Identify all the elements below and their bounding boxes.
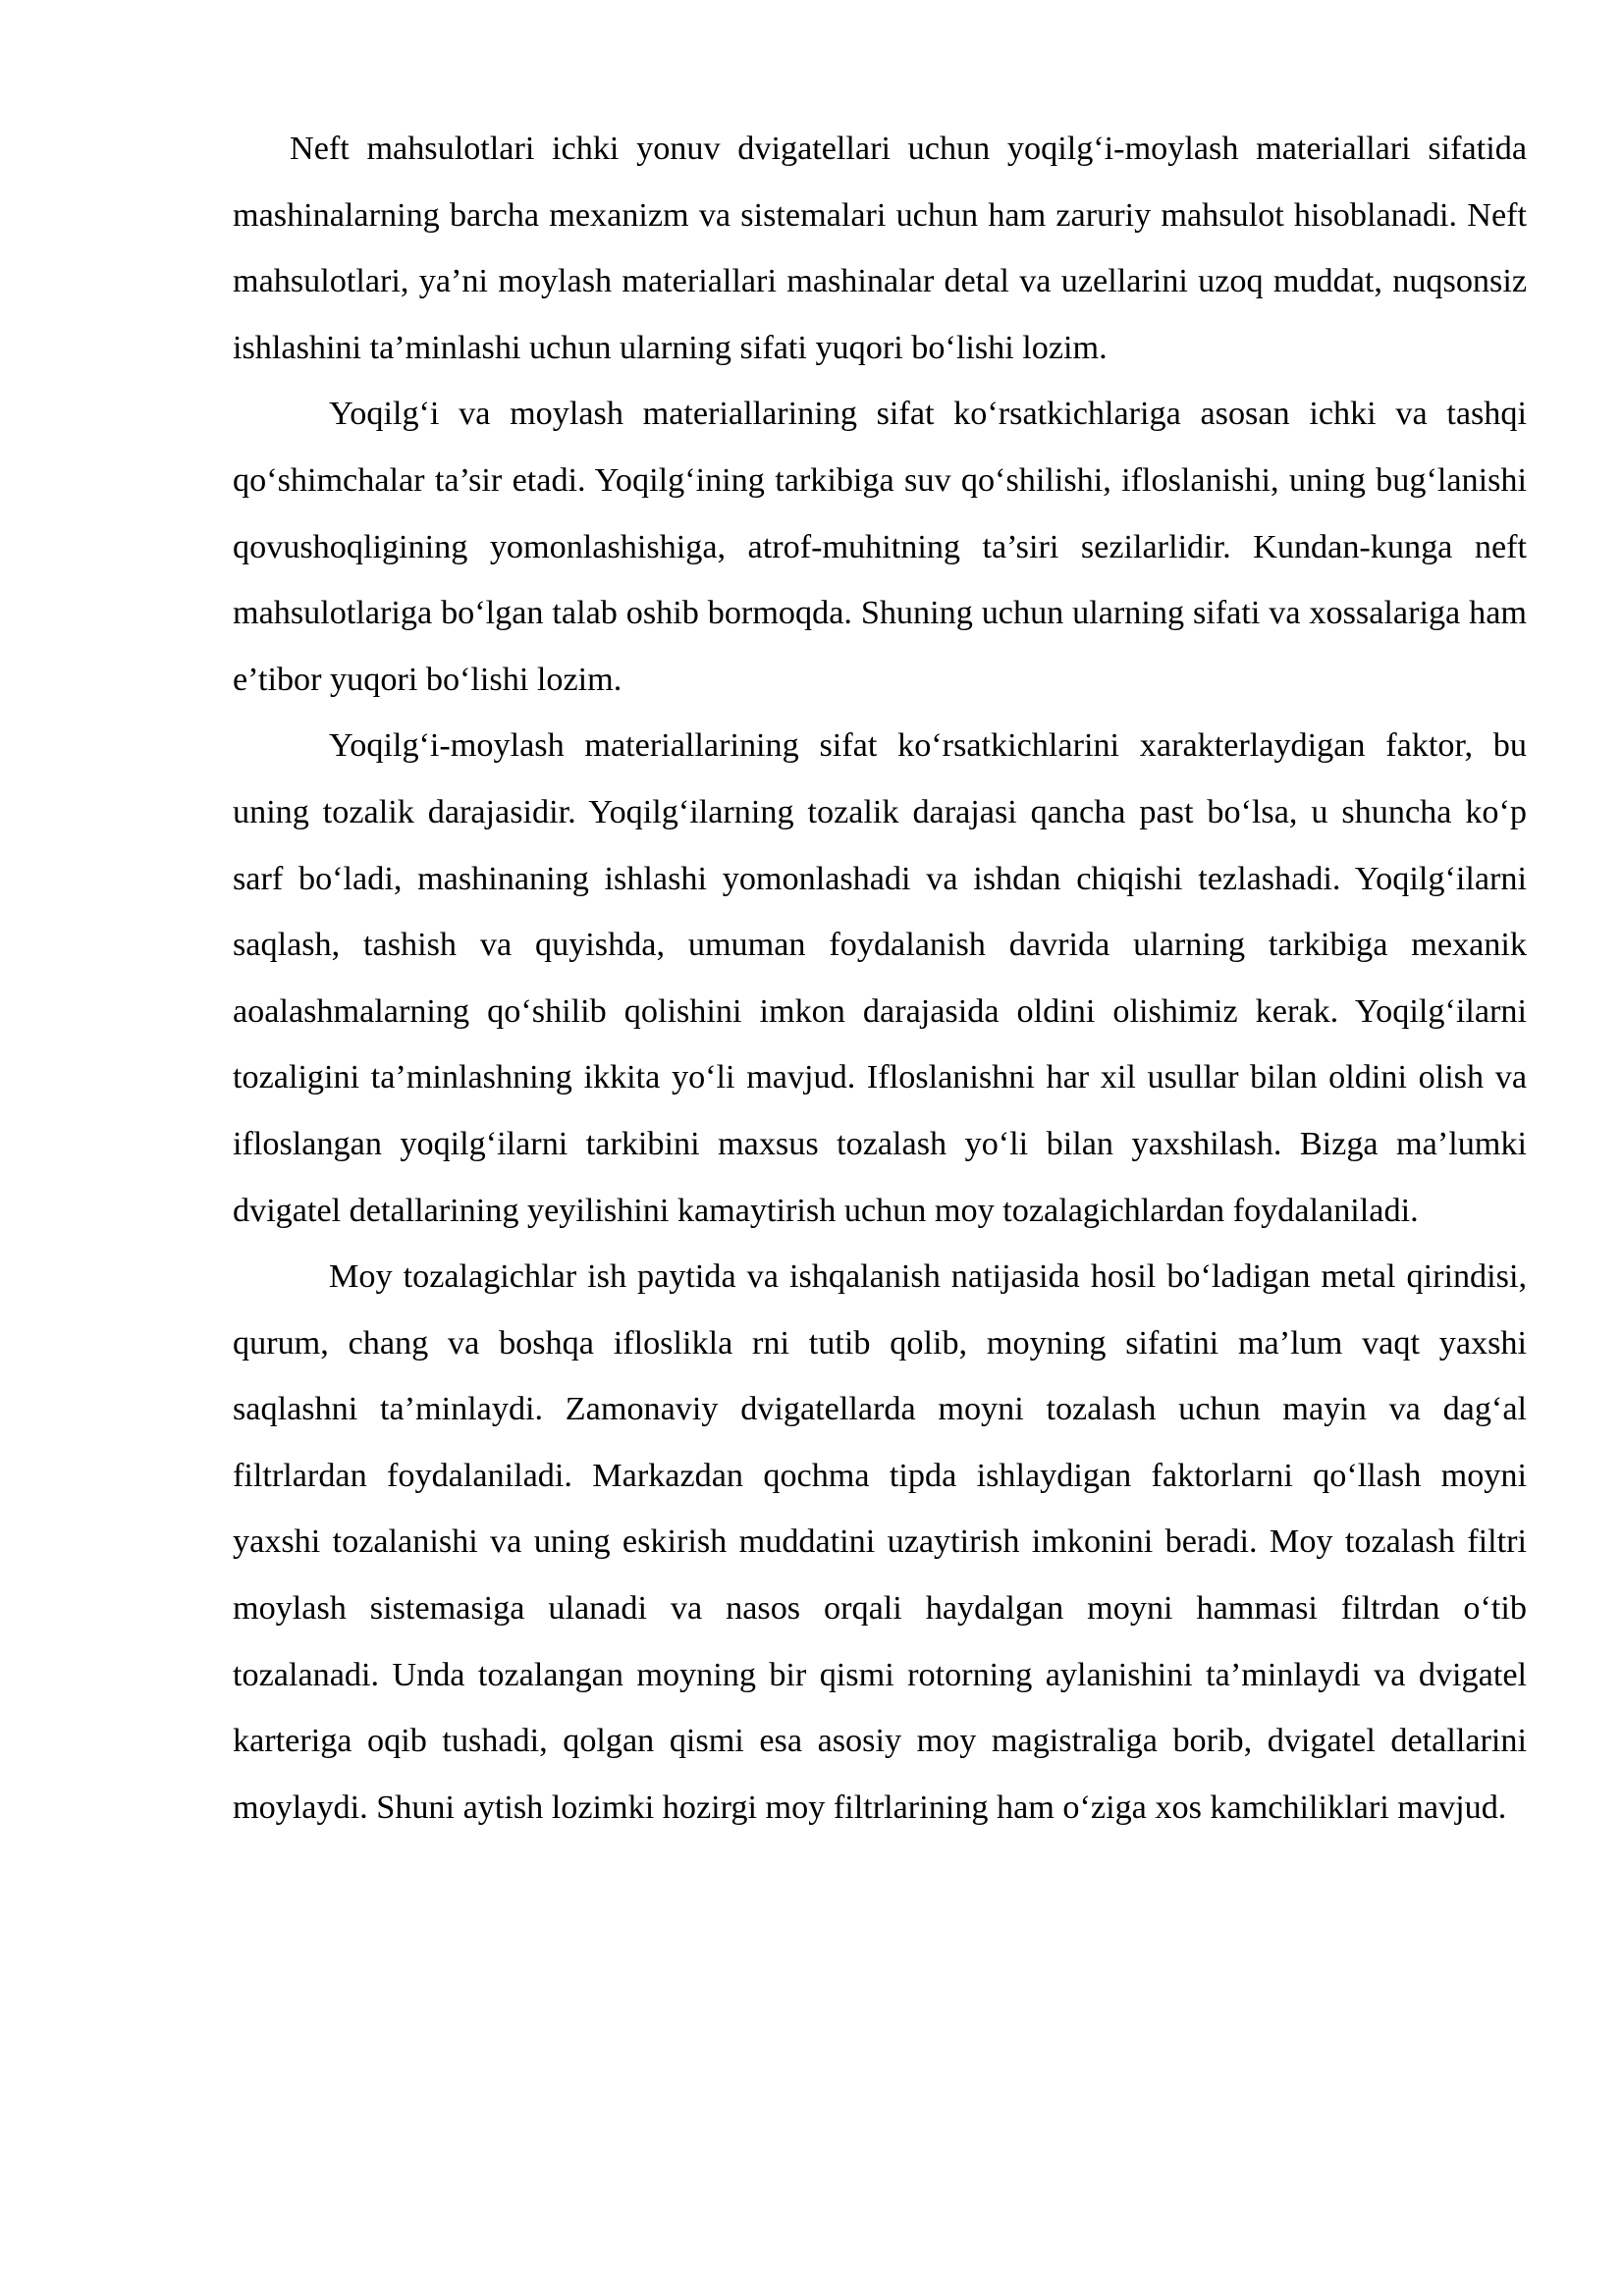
paragraph-2: Yoqilg‘i va moylash materiallarining sifat ko‘rsatkichlariga asosan ichki va tashqi qo‘shimchalar ta’sir etadi. Yoqilg‘ining tarkibiga suv qo‘shilishi, ifloslanishi, uning bug‘lanishi qovushoqligining yomonlashishiga, atrof-muhitning ta’siri sezilarlidir. Kundan-kunga neft mahsulotlariga bo‘lgan talab oshib bormoqda. Shuning uchun ularning sifati va xossalariga ham e’tibor yuqori bo‘lishi lozim. [233, 396, 1527, 698]
paragraph-1: Neft mahsulotlari ichki yonuv dvigatellari uchun yoqilg‘i-moylash materiallari sifatida mashinalarning barcha mexanizm va sistemalari uchun ham zaruriy mahsulot hisoblanadi. Neft mahsulotlari, ya’ni moylash materiallari mashinalar detal va uzellarini uzoq muddat, nuqsonsiz ishlashini ta’minlashi uchun ularning sifati yuqori bo‘lishi lozim. [233, 131, 1527, 366]
paragraph-4: Moy tozalagichlar ish paytida va ishqalanish natijasida hosil bo‘ladigan metal qirindisi, qurum, chang va boshqa ifloslikla rni tutib qolib, moyning sifatini ma’lum vaqt yaxshi saqlashni ta’minlaydi. Zamonaviy dvigatellarda moyni tozalash uchun mayin va dag‘al filtrlardan foydalaniladi. Markazdan qochma tipda ishlaydigan faktorlarni qo‘llash moyni yaxshi tozalanishi va uning eskirish muddatini uzaytirish imkonini beradi. Moy tozalash filtri moylash sistemasiga ulanadi va nasos orqali haydalgan moyni hammasi filtrdan o‘tib tozalanadi. Unda tozalangan moyning bir qismi rotorning aylanishini ta’minlaydi va dvigatel karteriga oqib tushadi, qolgan qismi esa asosiy moy magistraliga borib, dvigatel detallarini moylaydi. Shuni aytish lozimki hozirgi moy filtrlarining ham o‘ziga xos kamchiliklari mavjud. [233, 1258, 1527, 1826]
paragraph-3: Yoqilg‘i-moylash materiallarining sifat ko‘rsatkichlarini xarakterlaydigan faktor, bu uning tozalik darajasidir. Yoqilg‘ilarning tozalik darajasi qancha past bo‘lsa, u shuncha ko‘p sarf bo‘ladi, mashinaning ishlashi yomonlashadi va ishdan chiqishi tezlashadi. Yoqilg‘ilarni saqlash, tashish va quyishda, umuman foydalanish davrida ularning tarkibiga mexanik aoalashmalarning qo‘shilib qolishini imkon darajasida oldini olishimiz kerak. Yoqilg‘ilarni tozaligini ta’minlashning ikkita yo‘li mavjud. Ifloslanishni har xil usullar bilan oldini olish va ifloslangan yoqilg‘ilarni tarkibini maxsus tozalash yo‘li bilan yaxshilash. Bizga ma’lumki dvigatel detallarining yeyilishini kamaytirish uchun moy tozalagichlardan foydalaniladi. [233, 727, 1527, 1229]
